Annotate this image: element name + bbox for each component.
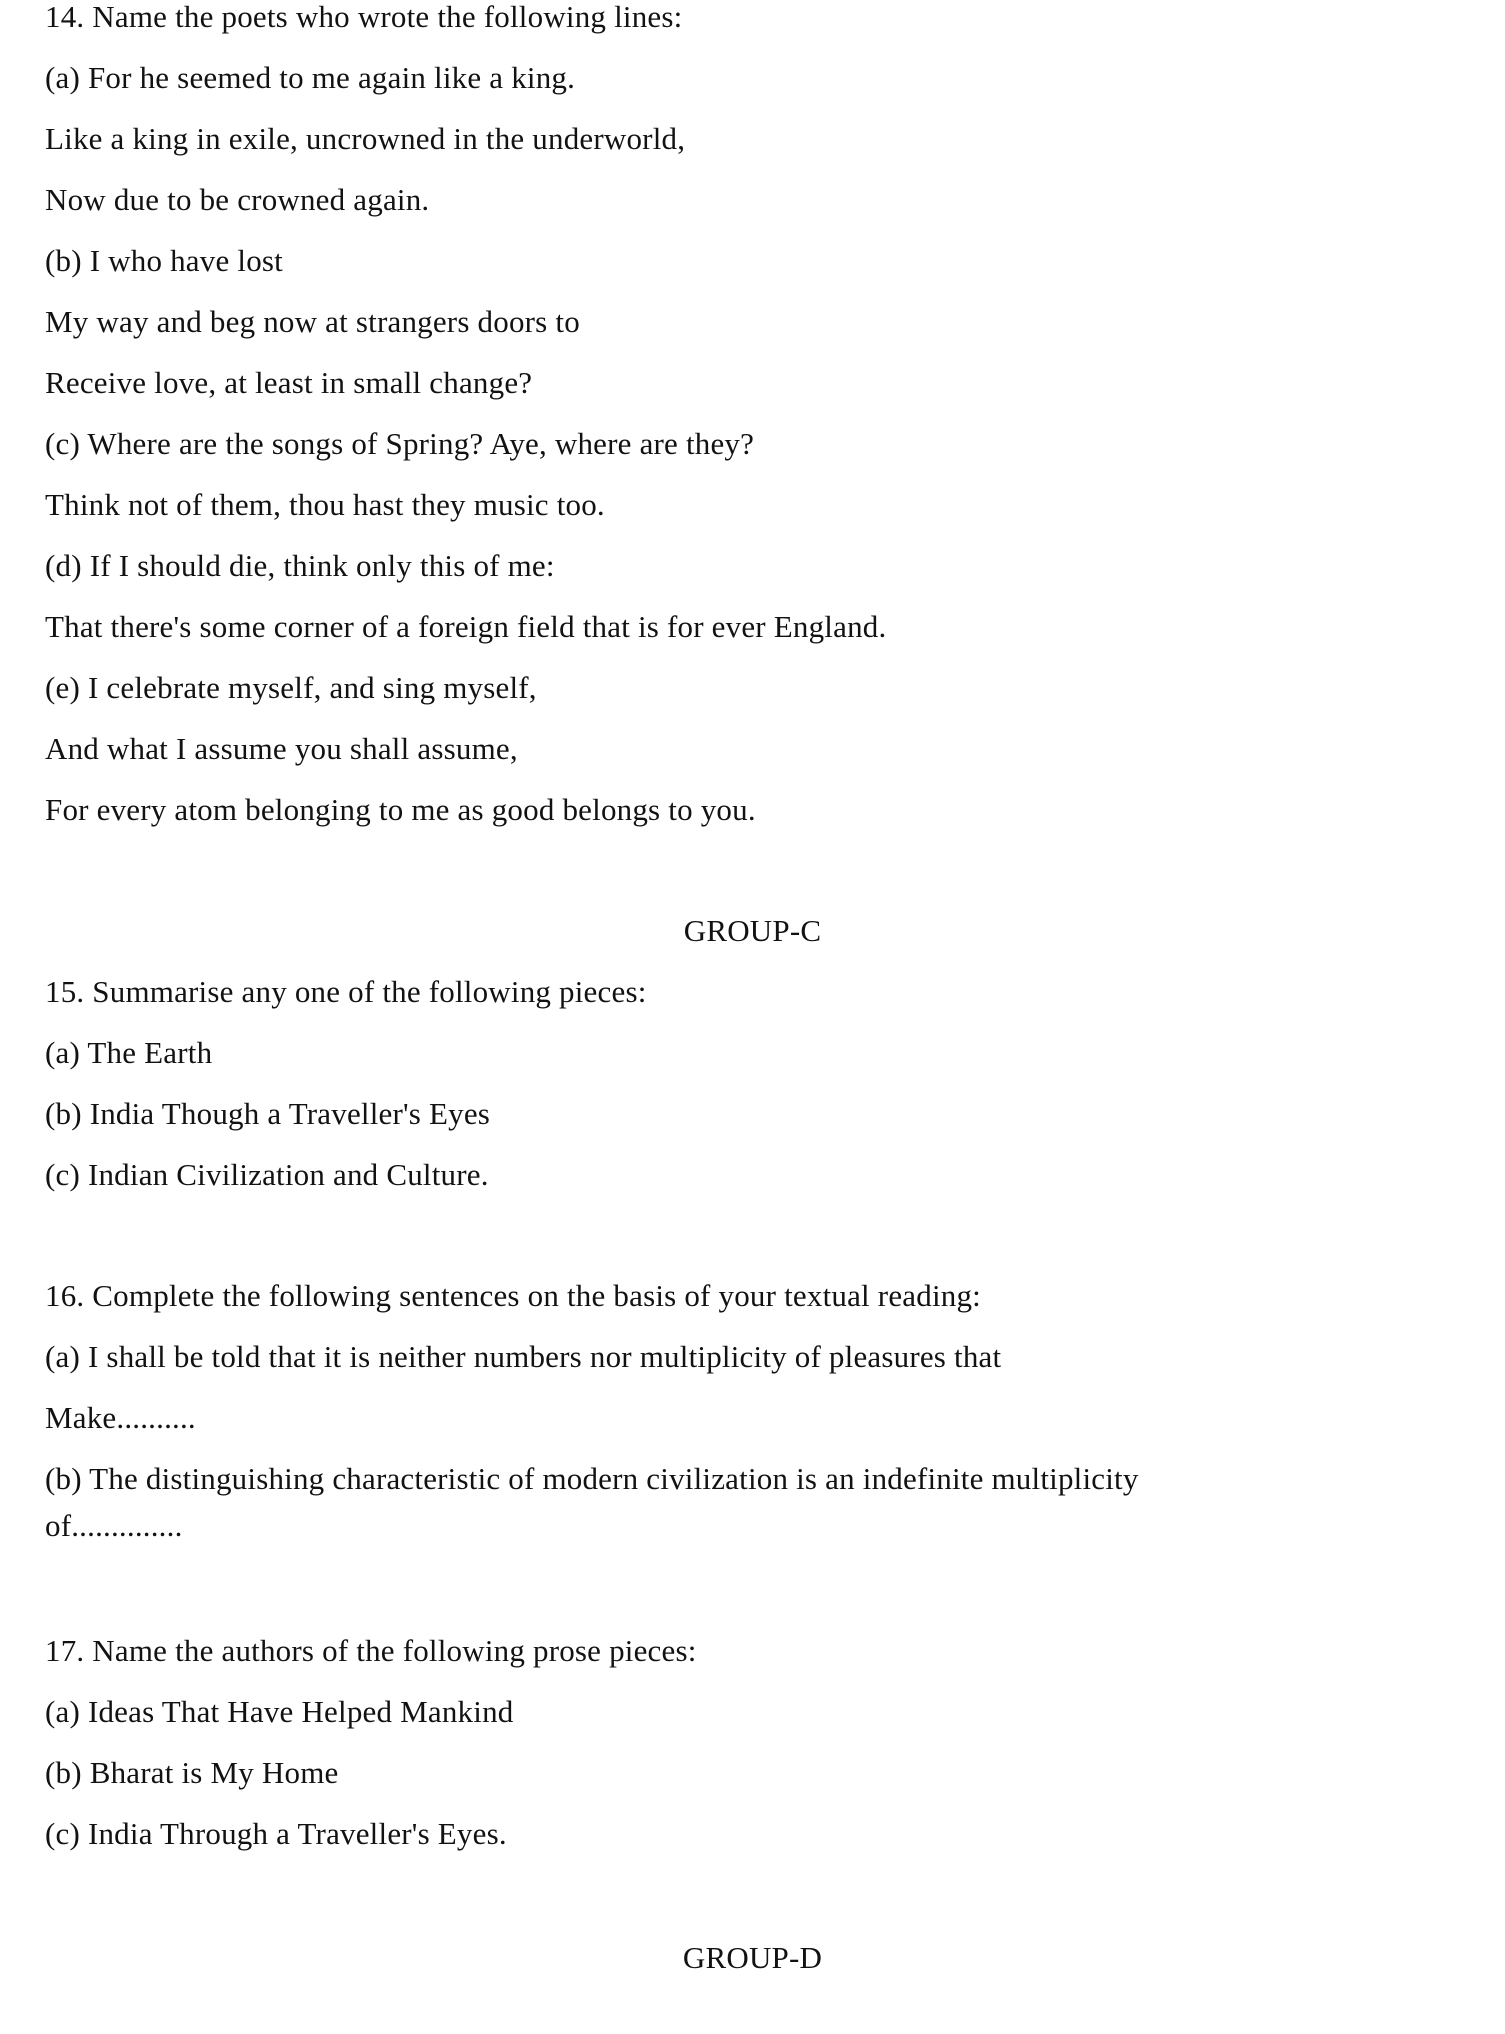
poem-line: Think not of them, thou hast they music too. [45,487,605,522]
poem-line: (a) For he seemed to me again like a king. [45,60,576,95]
group-c-heading: GROUP-C [683,913,822,948]
poem-line: And what I assume you shall assume, [45,731,518,766]
option-line: (b) India Though a Traveller's Eyes [45,1096,491,1131]
poem-line: (c) Where are the songs of Spring? Aye, where are they? [45,426,755,461]
option-line: (c) Indian Civilization and Culture. [45,1157,489,1192]
poem-line: (d) If I should die, think only this of me: [45,548,555,583]
poem-line: Like a king in exile, uncrowned in the underworld, [45,121,686,156]
option-line: (a) The Earth [45,1035,213,1070]
fill-blank-line: Make.......... [45,1400,196,1435]
poem-line: (b) I who have lost [45,243,283,278]
option-line: (c) India Through a Traveller's Eyes. [45,1816,507,1851]
poem-line: Now due to be crowned again. [45,182,430,217]
sentence-line: (a) I shall be told that it is neither numbers nor multiplicity of pleasures that [45,1339,1002,1374]
question-15-heading: 15. Summarise any one of the following pieces: [45,974,647,1009]
option-line: (b) Bharat is My Home [45,1755,339,1790]
poem-line: (e) I celebrate myself, and sing myself, [45,670,537,705]
poem-line: For every atom belonging to me as good belongs to you. [45,792,756,827]
poem-line: Receive love, at least in small change? [45,365,533,400]
group-d-heading: GROUP-D [682,1940,823,1975]
poem-line: That there's some corner of a foreign field that is for ever England. [45,609,887,644]
fill-blank-line: of.............. [45,1508,183,1543]
poem-line: My way and beg now at strangers doors to [45,304,580,339]
question-14-heading: 14. Name the poets who wrote the following lines: [45,0,683,34]
question-16-heading: 16. Complete the following sentences on the basis of your textual reading: [45,1278,981,1313]
option-line: (a) Ideas That Have Helped Mankind [45,1694,514,1729]
sentence-line: (b) The distinguishing characteristic of modern civilization is an indefinite multiplicity [45,1461,1139,1496]
question-17-heading: 17. Name the authors of the following prose pieces: [45,1633,697,1668]
